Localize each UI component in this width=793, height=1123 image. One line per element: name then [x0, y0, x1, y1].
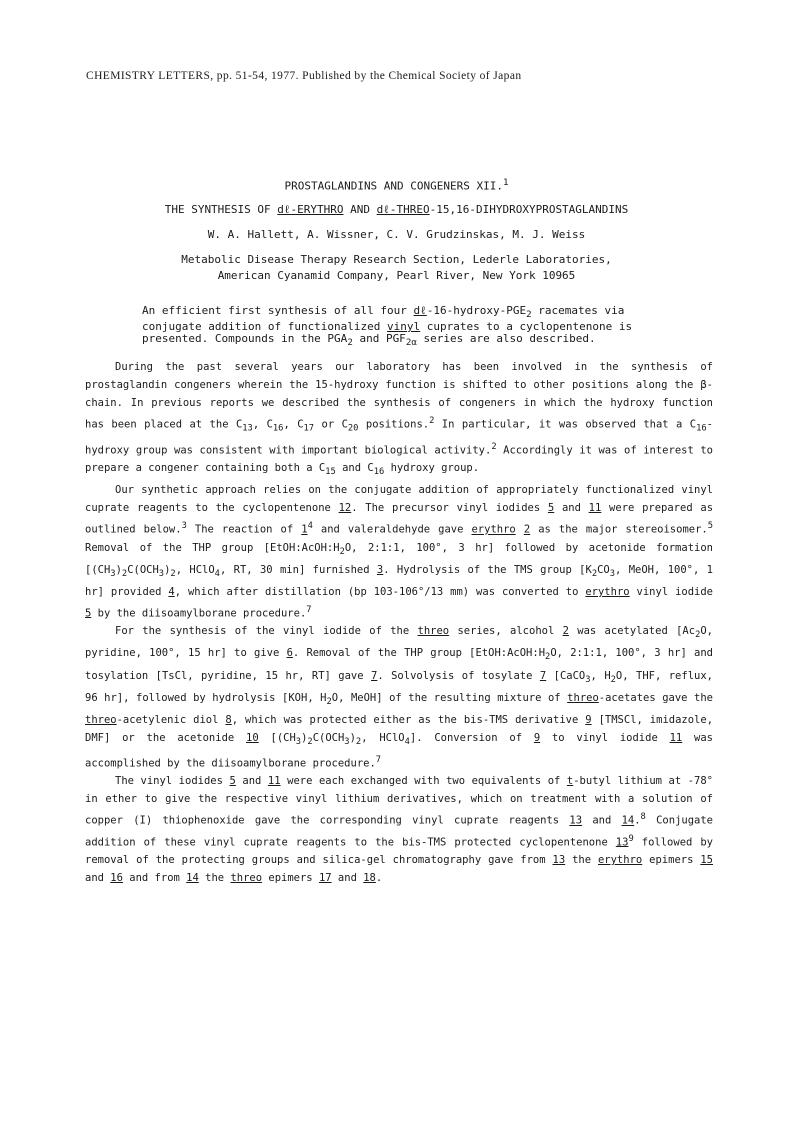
text: followed by removal of the protecting groups and silica-gel chromatography gave from [85, 836, 714, 867]
text: [TMSCl, imidazole, DMF] or the acetonide [85, 713, 714, 744]
text: In particular, it was observed that a C [434, 418, 697, 431]
title-erythro: dℓ-ERYTHRO [277, 203, 344, 216]
compound-number: 17 [318, 872, 332, 885]
subscript: 2 [339, 546, 345, 557]
text: , C [283, 418, 304, 431]
subscript: 2 [121, 568, 128, 579]
subscript: 2 [355, 736, 362, 747]
abstract-text: cuprates to a cyclopentenone is presented. Compounds in the PGA [142, 320, 633, 346]
text: ) [301, 731, 308, 744]
reference-mark: 9 [628, 833, 634, 844]
reference-mark: 8 [640, 812, 646, 823]
text: Our synthetic approach relies on the conjugate addition of appropriately functionalized vinyl cuprate reagents to the cyclopentenone [85, 484, 713, 515]
subscript: 16 [373, 467, 385, 478]
reference-mark: 7 [306, 604, 312, 615]
compound-number: 2 [562, 625, 569, 638]
compound-number: 1 [301, 523, 308, 536]
abstract-vinyl: vinyl [387, 320, 421, 334]
stereo-term: erythro [471, 523, 516, 536]
paragraph-1 [85, 358, 713, 481]
affiliation-line-1: Metabolic Disease Therapy Research Section, Lederle Laboratories, [181, 253, 612, 266]
paragraph-2 [85, 481, 713, 622]
abstract-text: -16-hydroxy-PGE [426, 304, 527, 317]
text: , HClO [361, 731, 405, 744]
text: to vinyl iodide [540, 731, 670, 744]
stereo-term: threo [230, 872, 263, 885]
text: ) [349, 731, 356, 744]
compound-number: 14 [621, 814, 635, 827]
compound-number: 5 [547, 502, 555, 515]
compound-number: 4 [168, 585, 175, 598]
text: . Hydrolysis of the TMS group [K [383, 563, 592, 576]
compound-number: 18 [363, 872, 376, 885]
compound-number: 11 [588, 502, 602, 515]
compound-number: 14 [186, 872, 199, 885]
text: O, pyridine, 100°, 15 hr] to give [85, 625, 713, 660]
compound-number: 7 [539, 669, 547, 682]
compound-number: 15 [700, 854, 713, 867]
subscript: 16 [696, 423, 707, 434]
text: and [554, 502, 589, 515]
article-body [85, 358, 713, 887]
subscript: 15 [325, 467, 336, 478]
text: . Removal of the THP group [EtOH:AcOH:H [292, 647, 546, 660]
compound-number: 3 [376, 563, 384, 576]
text: Accordingly it was of interest to prepare a congener containing both a C [85, 444, 714, 475]
text: as the major stereoisomer. [530, 523, 708, 536]
text [516, 524, 524, 536]
reference-mark: 4 [307, 521, 313, 532]
subscript: 4 [404, 736, 410, 747]
text: or C [314, 418, 348, 431]
text: the [198, 872, 231, 885]
text: , RT, 30 min] furnished [219, 563, 377, 576]
compound-number: 7 [371, 669, 378, 682]
tert-prefix: t [566, 775, 574, 788]
text: and C [335, 462, 374, 475]
abstract [142, 305, 662, 349]
text: , C [252, 418, 273, 431]
text: C(OCH [127, 563, 159, 576]
subscript: 16 [272, 423, 284, 434]
subscript: 2 [695, 630, 701, 641]
reference-mark: 3 [181, 521, 187, 532]
text: and [235, 775, 268, 788]
text: -butyl lithium at -78° in ether to give the respective vinyl lithium derivatives, which on treatment with a solution of copper (I) thiophenoxide gave the corresponding vinyl cuprate reagents [85, 775, 714, 827]
reference-mark: 1 [503, 177, 509, 188]
subscript: 2 [326, 696, 332, 707]
text: and from [122, 872, 187, 885]
abstract-text: and PGF [352, 332, 406, 346]
text: series, alcohol [449, 625, 563, 638]
compound-number: 9 [533, 731, 541, 744]
subscript: 3 [295, 736, 302, 747]
text: , HClO [175, 563, 215, 576]
authors: W. A. Hallett, A. Wissner, C. V. Grudzinskas, M. J. Weiss [207, 228, 586, 241]
subscript: 2α [405, 337, 417, 349]
subscript: 3 [110, 568, 116, 579]
subscript: 2 [307, 736, 313, 747]
title-suffix: -15,16-DIHYDROXYPROSTAGLANDINS [429, 203, 629, 216]
compound-number: 2 [523, 523, 531, 536]
subscript: 3 [585, 674, 591, 685]
text: ) [164, 563, 171, 576]
compound-number: 12 [338, 502, 352, 515]
compound-number: 10 [246, 731, 259, 744]
text: -hydroxy group was consistent with important biological activity. [85, 418, 713, 457]
text: -acetylenic diol [116, 713, 226, 726]
text: and valeraldehyde gave [312, 523, 472, 536]
subscript: 3 [344, 736, 350, 747]
subscript: 2 [170, 568, 176, 579]
compound-number: 6 [286, 647, 293, 660]
compound-number: 11 [267, 775, 281, 788]
text: was acetylated [Ac [568, 625, 696, 638]
text: epimers [262, 872, 319, 885]
text: hydroxy group. [384, 462, 480, 475]
abstract-dl: dℓ [413, 304, 427, 317]
reference-mark: 2 [491, 441, 497, 452]
subscript: 2 [526, 309, 532, 321]
text: , which was protected either as the bis-TMS derivative [231, 713, 586, 726]
compound-number: 13 [569, 814, 583, 827]
text: O, MeOH] of the resulting mixture of [331, 691, 568, 704]
text: CO [597, 563, 610, 576]
text: O, 2:1:1, 100°, 3 hr] followed by acetonide formation [(CH [85, 541, 713, 576]
text: O, THF, reflux, 96 hr], followed by hydrolysis [KOH, H [85, 669, 713, 704]
text: . The precursor vinyl iodides [351, 502, 548, 515]
subscript: 2 [347, 337, 353, 349]
text: vinyl iodide [629, 585, 713, 598]
reference-mark: 5 [707, 521, 714, 532]
subscript: 17 [303, 423, 315, 434]
journal-header: CHEMISTRY LETTERS, pp. 51-54, 1977. Published by the Chemical Society of Japan [86, 70, 522, 82]
text: Removal of the THP group [EtOH:AcOH:H [85, 541, 340, 554]
text: . [634, 814, 641, 827]
text: , which after distillation (bp 103-106°/13 mm) was converted to [174, 585, 586, 598]
text: [CaCO [546, 669, 586, 682]
reference-mark: 2 [429, 416, 435, 426]
subscript: 13 [242, 423, 253, 434]
text: and [85, 872, 111, 885]
series-title [0, 177, 793, 193]
text: . Solvolysis of tosylate [377, 669, 540, 682]
title-threo: dℓ-THREO [376, 203, 430, 216]
compound-number: 13 [552, 854, 566, 867]
text: ]. Conversion of [409, 731, 534, 744]
affiliation-line-2: American Cyanamid Company, Pearl River, New York 10965 [217, 269, 576, 282]
text: , H [590, 669, 611, 682]
stereo-term: threo [567, 691, 599, 704]
text: ) [115, 563, 122, 576]
subscript: 20 [347, 423, 359, 434]
text: were prepared as outlined below. [85, 502, 714, 536]
compound-number: 11 [669, 731, 683, 744]
text: . [375, 872, 383, 885]
title-and: AND [343, 203, 377, 216]
text: For the synthesis of the vinyl iodide of the [115, 625, 418, 638]
text: , MeOH, 100°, 1 hr] provided [85, 563, 713, 598]
subscript: 4 [214, 568, 220, 579]
subscript: 2 [545, 652, 551, 663]
text: The vinyl iodides [115, 775, 230, 788]
stereo-term: threo [85, 713, 117, 726]
compound-number: 5 [229, 775, 236, 788]
compound-number: 5 [85, 607, 92, 620]
text: epimers [642, 854, 701, 867]
text: was accomplished by the diisoamylborane procedure. [85, 731, 714, 770]
paragraph-3 [85, 622, 713, 772]
text: and [582, 814, 622, 827]
stereo-term: erythro [597, 854, 643, 867]
subscript: 2 [610, 674, 616, 685]
text: Conjugate addition of these vinyl cuprate reagents to the bis-TMS protected cyclopentenone [85, 814, 713, 849]
text: During the past several years our laboratory has been involved in the synthesis of prostaglandin congeners wherein the 15-hydroxy function is shifted to other positions along the β-chain. In previous reports we described the synthesis of congeners in which the hydroxy function has been placed at the C [85, 361, 713, 431]
series-title-text: PROSTAGLANDINS AND CONGENERS XII. [284, 179, 504, 193]
subscript: 3 [158, 568, 165, 579]
compound-number: 13 [615, 836, 629, 849]
text: and [331, 872, 364, 885]
compound-number: 16 [110, 872, 123, 885]
reference-mark: 7 [375, 754, 382, 765]
title-prefix: THE SYNTHESIS OF [164, 203, 278, 216]
abstract-text: An efficient first synthesis of all four [142, 304, 414, 317]
text: O, 2:1:1, 100°, 3 hr] and tosylation [TsCl, pyridine, 15 hr, RT] gave [85, 647, 714, 682]
stereo-term: threo [417, 625, 450, 638]
text: positions. [358, 418, 430, 431]
text: were each exchanged with two equivalents of [280, 775, 567, 788]
text: C(OCH [312, 731, 345, 744]
abstract-text: series are also described. [416, 332, 596, 346]
compound-number: 9 [585, 713, 592, 726]
abstract-text: racemates via conjugate addition of functionalized [142, 304, 625, 334]
paper-title [0, 203, 793, 217]
text: [(CH [258, 731, 296, 744]
text: The reaction of [186, 523, 302, 536]
text: -acetates gave the [598, 691, 713, 704]
text: the [565, 854, 598, 867]
subscript: 3 [609, 568, 616, 579]
paragraph-4 [85, 772, 713, 887]
stereo-term: erythro [585, 585, 630, 598]
subscript: 2 [591, 568, 598, 579]
text: by the diisoamylborane procedure. [91, 607, 307, 620]
compound-number: 8 [225, 713, 232, 726]
